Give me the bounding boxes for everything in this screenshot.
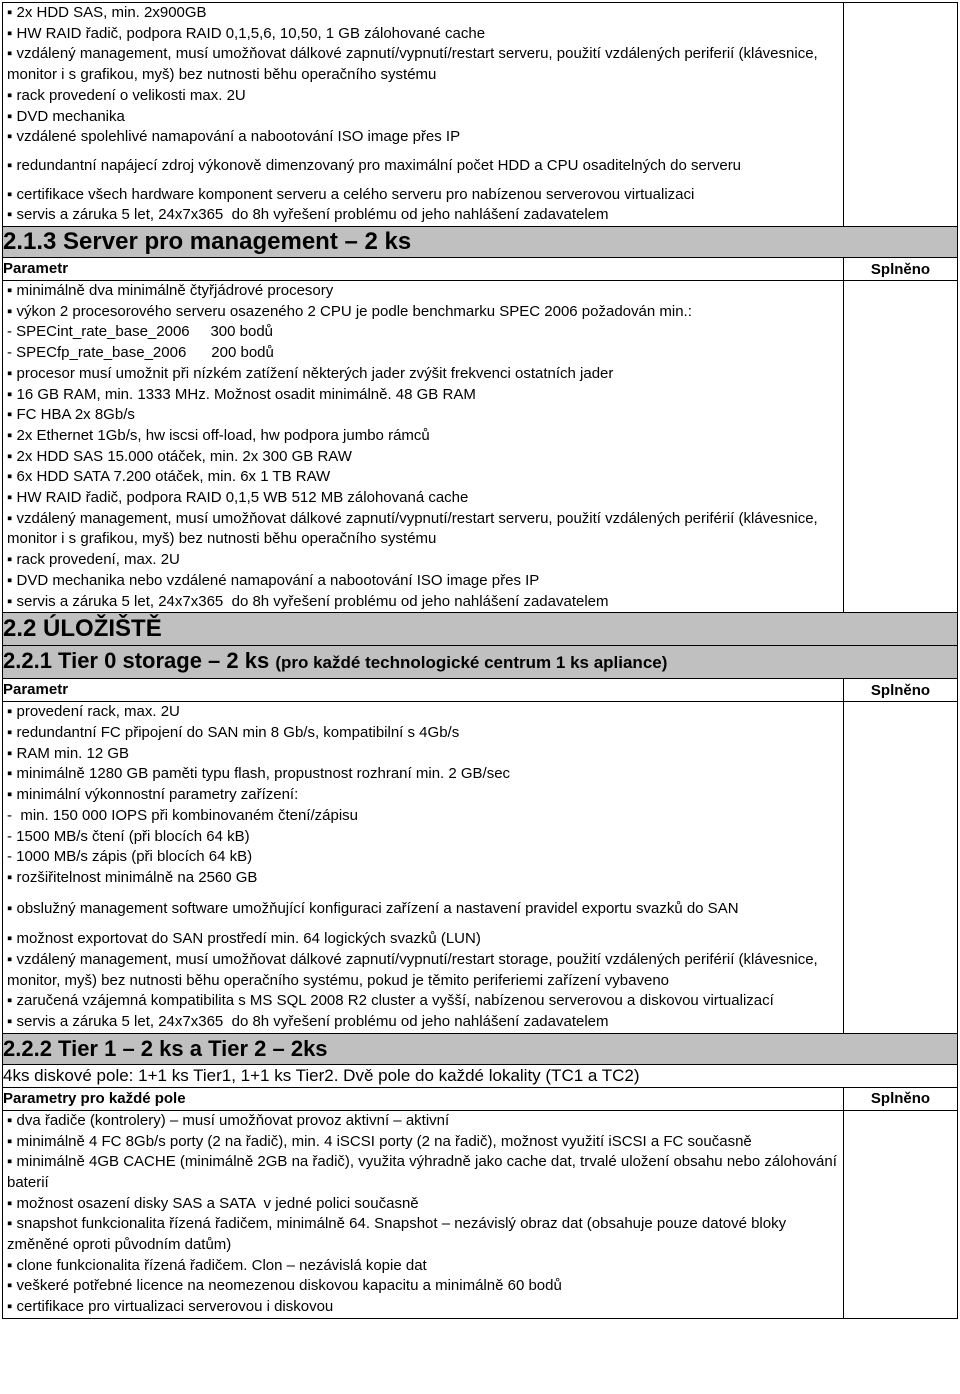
section-heading — [3, 646, 958, 679]
list-item: ▪ vzdálené spolehlivé namapování a nabootování ISO image přes IP — [7, 128, 461, 146]
spec-cell — [3, 3, 844, 227]
requirements-table — [2, 2, 958, 1319]
list-item: ▪ minimální výkonnostní parametry zařízení: - min. 150 000 IOPS při kombinovaném čtení/zápisu - 1500 MB/s čtení (při blocích 64 kB) - 1000 MB/s zápis (při blocích 64 kB) — [7, 786, 359, 866]
spec-cell — [3, 1110, 844, 1318]
list-item: ▪ servis a záruka 5 let, 24x7x365 do 8h vyřešení problému od jeho nahlášení zadavatelem — [7, 206, 609, 224]
list-item: ▪ HW RAID řadič, podpora RAID 0,1,5 WB 512 MB zálohovaná cache — [7, 489, 469, 507]
list-item: ▪ redundantní napájecí zdroj výkonově dimenzovaný pro maximální počet HDD a CPU osaditelných do serveru — [7, 156, 742, 174]
section-title: 2.2.1 Tier 0 storage – 2 ks — [3, 648, 270, 674]
list-item: ▪ certifikace všech hardware komponent serveru a celého serveru pro nabízenou serverovou virtualizaci — [7, 185, 695, 203]
section-heading: 2.2.2 Tier 1 – 2 ks a Tier 2 – 2ks — [3, 1033, 958, 1064]
table-row — [3, 702, 958, 1034]
param-header: Parametr — [3, 679, 844, 702]
list-item: ▪ možnost exportovat do SAN prostředí min. 64 logických svazků (LUN) — [7, 930, 481, 948]
list-item: ▪ RAM min. 12 GB — [7, 744, 130, 762]
list-item: ▪ certifikace pro virtualizaci serverovou i diskovou — [7, 1298, 334, 1316]
section-heading-row — [3, 613, 958, 646]
list-item: ▪ DVD mechanika nebo vzdálené namapování a nabootování ISO image přes IP — [7, 571, 540, 589]
list-item: ▪ servis a záruka 5 let, 24x7x365 do 8h vyřešení problému od jeho nahlášení zadavatelem — [7, 1013, 609, 1031]
spec-cell — [3, 702, 844, 1034]
table-header-row — [3, 258, 958, 281]
list-item: ▪ minimálně dva minimálně čtyřjádrové procesory — [7, 282, 334, 300]
param-header: Parametr — [3, 258, 844, 281]
list-item: ▪ 16 GB RAM, min. 1333 MHz. Možnost osadit minimálně. 48 GB RAM — [7, 385, 476, 403]
list-item: ▪ 6x HDD SATA 7.200 otáček, min. 6x 1 TB RAW — [7, 468, 331, 486]
fulfilled-cell[interactable] — [844, 702, 958, 1034]
fulfilled-header: Splněno — [844, 258, 958, 281]
list-item: ▪ DVD mechanika — [7, 107, 125, 125]
list-item: ▪ minimálně 4 FC 8Gb/s porty (2 na řadič), min. 4 iSCSI porty (2 na řadič), možnost využití iSCSI a FC současně — [7, 1132, 752, 1150]
param-header: Parametry pro každé pole — [3, 1087, 844, 1110]
list-item: ▪ obslužný management software umožňující konfiguraci zařízení a nastavení pravidel exportu svazků do SAN — [7, 899, 739, 917]
section-note: 4ks diskové pole: 1+1 ks Tier1, 1+1 ks Tier2. Dvě pole do každé lokality (TC1 a TC2) — [3, 1064, 958, 1087]
section-heading-row — [3, 1033, 958, 1064]
table-row — [3, 1064, 958, 1087]
list-item: ▪ veškeré potřebné licence na neomezenou diskovou kapacitu a minimálně 60 bodů — [7, 1277, 562, 1295]
list-item: ▪ HW RAID řadič, podpora RAID 0,1,5,6, 10,50, 1 GB zálohované cache — [7, 24, 486, 42]
list-item: ▪ 2x HDD SAS, min. 2x900GB — [7, 4, 207, 21]
spec-cell — [3, 281, 844, 613]
list-item: ▪ rack provedení, max. 2U — [7, 551, 180, 569]
fulfilled-header: Splněno — [844, 1087, 958, 1110]
section-note: (pro každé technologické centrum 1 ks apliance) — [275, 653, 668, 673]
list-item: ▪ vzdálený management, musí umožňovat dálkové zapnutí/vypnutí/restart serveru, použití vzdálených periferií (klávesnice, monitor i s grafikou, myš) bez nutnosti běhu operačního systému — [7, 45, 822, 84]
section-heading-row — [3, 646, 958, 679]
list-item: ▪ clone funkcionalita řízená řadičem. Clon – nezávislá kopie dat — [7, 1256, 427, 1274]
section-heading: 2.1.3 Server pro management – 2 ks — [3, 227, 958, 258]
list-item: ▪ vzdálený management, musí umožňovat dálkové zapnutí/vypnutí/restart storage, použití vzdálených periférií (klávesnice, monitor, myš) bez nutnosti běhu operačního systému, pokud je těmito periferiemi zařízení vybaveno — [7, 951, 822, 989]
list-item: ▪ 2x HDD SAS 15.000 otáček, min. 2x 300 GB RAW — [7, 447, 352, 465]
list-item: ▪ procesor musí umožnit při nízkém zatížení některých jader zvýšit frekvenci ostatních jader — [7, 364, 614, 382]
list-item: ▪ minimálně 4GB CACHE (minimálně 2GB na řadič), využita výhradně jako cache dat, trvalé uložení obsahu nebo zálohování baterií — [7, 1153, 842, 1191]
fulfilled-header: Splněno — [844, 679, 958, 702]
table-header-row — [3, 679, 958, 702]
list-item: ▪ redundantní FC připojení do SAN min 8 Gb/s, kompatibilní s 4Gb/s — [7, 723, 460, 741]
fulfilled-cell[interactable] — [844, 281, 958, 613]
list-item: ▪ dva řadiče (kontrolery) – musí umožňovat provoz aktivní – aktivní — [7, 1111, 450, 1129]
table-header-row — [3, 1087, 958, 1110]
list-item: ▪ 2x Ethernet 1Gb/s, hw iscsi off-load, hw podpora jumbo rámců — [7, 426, 430, 444]
section-heading-row — [3, 227, 958, 258]
section-heading: 2.2 ÚLOŽIŠTĚ — [3, 613, 958, 646]
table-row — [3, 3, 958, 227]
fulfilled-cell[interactable] — [844, 1110, 958, 1318]
table-row — [3, 281, 958, 613]
list-item: ▪ vzdálený management, musí umožňovat dálkové zapnutí/vypnutí/restart serveru, použití vzdálených periférií (klávesnice, monitor i s grafikou, myš) bez nutnosti běhu operačního systému — [7, 509, 822, 548]
list-item: ▪ FC HBA 2x 8Gb/s — [7, 406, 135, 424]
list-item: ▪ zaručená vzájemná kompatibilita s MS SQL 2008 R2 cluster a vyšší, nabízenou serverovou a diskovou virtualizací — [7, 992, 774, 1010]
list-item: ▪ výkon 2 procesorového serveru osazeného 2 CPU je podle benchmarku SPEC 2006 požadován min.: - SPECint_rate_base_2006 300 bodů - SPECfp_rate_base_2006 200 bodů — [7, 302, 692, 362]
list-item: ▪ rack provedení o velikosti max. 2U — [7, 86, 246, 104]
list-item: ▪ servis a záruka 5 let, 24x7x365 do 8h vyřešení problému od jeho nahlášení zadavatelem — [7, 592, 609, 610]
table-row — [3, 1110, 958, 1318]
list-item: ▪ možnost osazení disky SAS a SATA v jedné polici současně — [7, 1194, 419, 1212]
list-item: ▪ minimálně 1280 GB paměti typu flash, propustnost rozhraní min. 2 GB/sec — [7, 765, 511, 783]
list-item: ▪ provedení rack, max. 2U — [7, 703, 180, 721]
list-item: ▪ rozšiřitelnost minimálně na 2560 GB — [7, 868, 258, 886]
fulfilled-cell[interactable] — [844, 3, 958, 227]
list-item: ▪ snapshot funkcionalita řízená řadičem, minimálně 64. Snapshot – nezávislý obraz dat (obsahuje pouze datové bloky změněné oproti původním datům) — [7, 1215, 791, 1254]
